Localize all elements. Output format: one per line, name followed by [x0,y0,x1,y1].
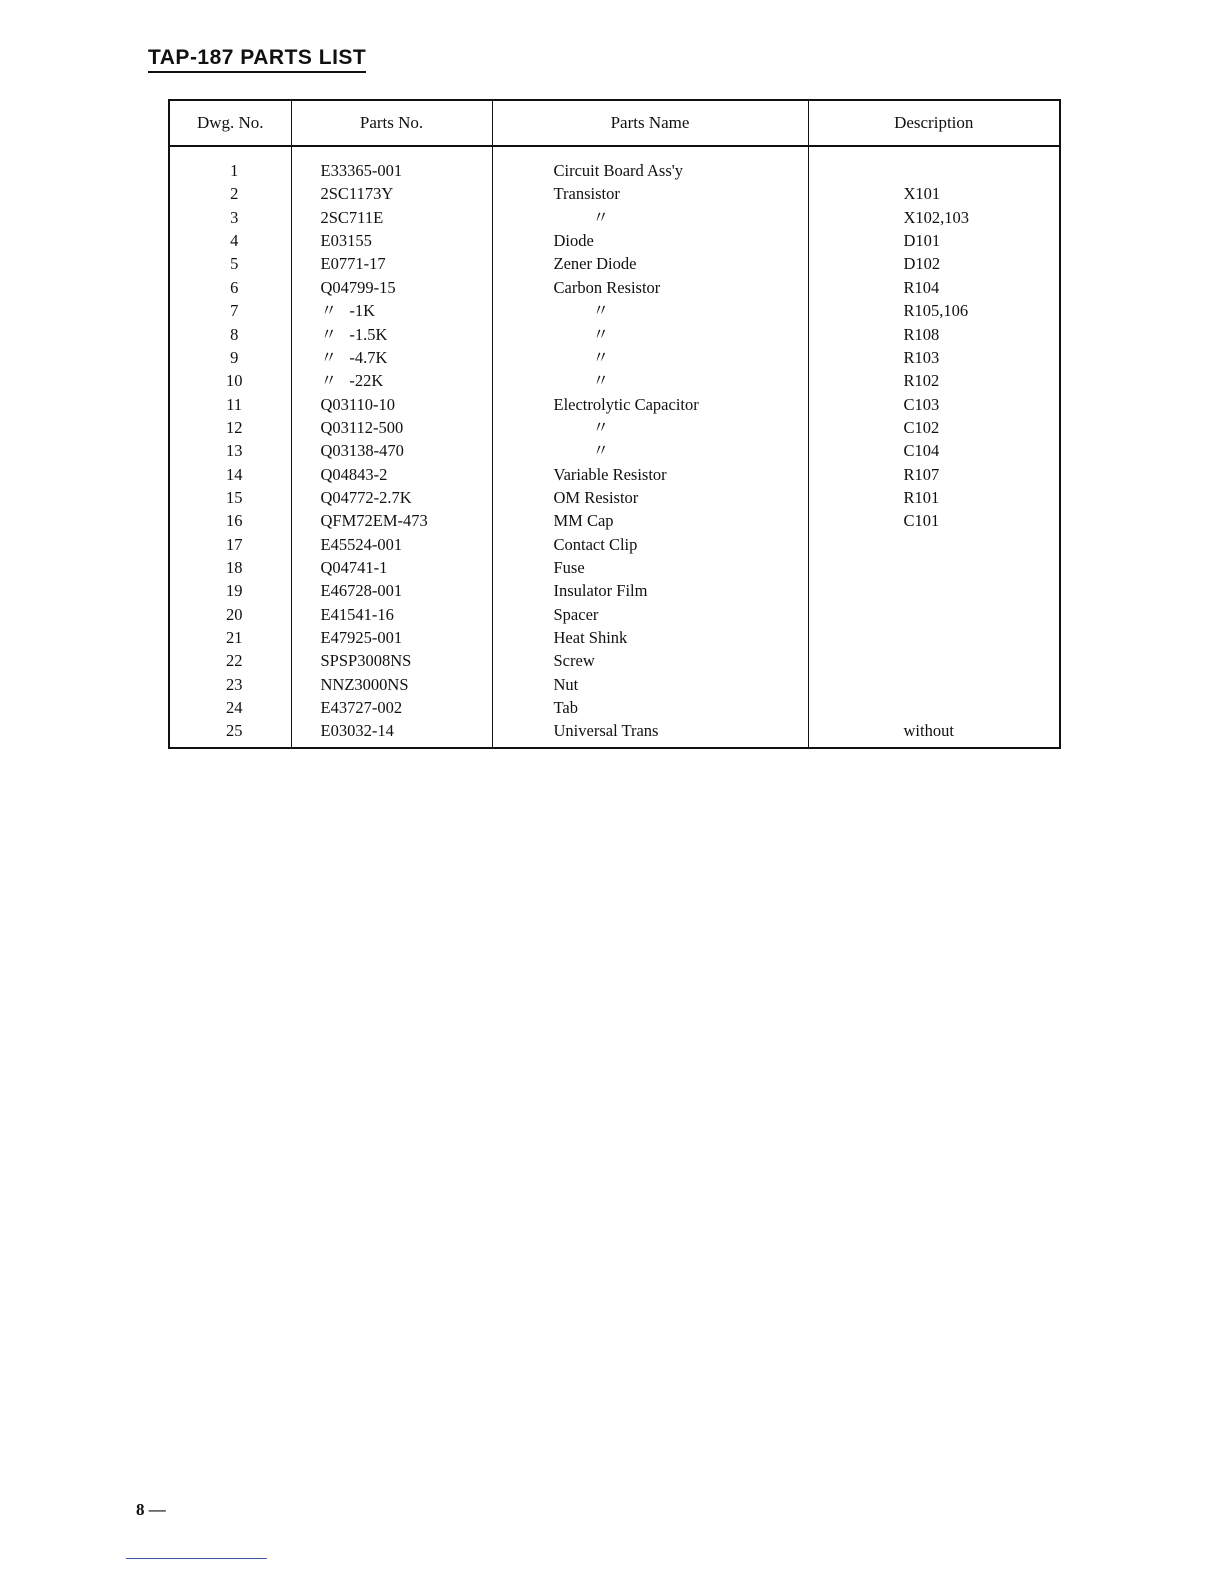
cell-description [808,673,1060,696]
cell-dwg-no: 14 [169,463,291,486]
table-row [169,276,1060,299]
cell-dwg-no: 11 [169,393,291,416]
cell-parts-name: Transistor [492,182,808,205]
table-body [169,146,1060,748]
cell-dwg-no: 7 [169,299,291,322]
cell-dwg-no: 1 [169,146,291,182]
cell-parts-name: 〃 [492,346,808,369]
cell-parts-name: 〃 [492,206,808,229]
cell-dwg-no: 19 [169,579,291,602]
cell-description: X102,103 [808,206,1060,229]
cell-parts-name: Contact Clip [492,533,808,556]
cell-parts-name: 〃 [492,369,808,392]
cell-dwg-no: 18 [169,556,291,579]
table-row [169,369,1060,392]
cell-description [808,146,1060,182]
cell-parts-no: Q04843-2 [291,463,492,486]
table-row [169,719,1060,748]
cell-parts-no: QFM72EM-473 [291,509,492,532]
cell-description [808,696,1060,719]
table-row [169,533,1060,556]
cell-dwg-no: 5 [169,252,291,275]
header-dwg-no: Dwg. No. [169,100,291,146]
cell-parts-name: Spacer [492,603,808,626]
cell-parts-no: 〃 -1.5K [291,323,492,346]
cell-description: R107 [808,463,1060,486]
table-row [169,486,1060,509]
cell-dwg-no: 17 [169,533,291,556]
cell-parts-name: Screw [492,649,808,672]
table-row [169,346,1060,369]
cell-parts-no: E41541-16 [291,603,492,626]
cell-description: C102 [808,416,1060,439]
cell-parts-name: OM Resistor [492,486,808,509]
table-row [169,509,1060,532]
cell-description [808,626,1060,649]
cell-description: R104 [808,276,1060,299]
cell-parts-name: Universal Trans [492,719,808,748]
cell-parts-name: 〃 [492,416,808,439]
cell-dwg-no: 6 [169,276,291,299]
header-description: Description [808,100,1060,146]
cell-description [808,533,1060,556]
cell-parts-name: Fuse [492,556,808,579]
table-row [169,673,1060,696]
cell-parts-no: Q04799-15 [291,276,492,299]
cell-parts-no: E03155 [291,229,492,252]
table-row [169,579,1060,602]
table-row [169,626,1060,649]
cell-parts-name: Insulator Film [492,579,808,602]
header-parts-no: Parts No. [291,100,492,146]
cell-dwg-no: 16 [169,509,291,532]
cell-dwg-no: 12 [169,416,291,439]
cell-dwg-no: 23 [169,673,291,696]
cell-dwg-no: 3 [169,206,291,229]
cell-parts-no: 〃 -22K [291,369,492,392]
cell-dwg-no: 24 [169,696,291,719]
cell-description: R103 [808,346,1060,369]
cell-parts-no: E03032-14 [291,719,492,748]
table-row [169,649,1060,672]
cell-parts-name: Electrolytic Capacitor [492,393,808,416]
cell-dwg-no: 8 [169,323,291,346]
cell-parts-no: 2SC1173Y [291,182,492,205]
cell-dwg-no: 4 [169,229,291,252]
cell-description [808,649,1060,672]
table-row [169,323,1060,346]
cell-parts-no: 〃 -4.7K [291,346,492,369]
page-number: 8 — [136,1500,166,1519]
page-title: TAP-187 PARTS LIST [148,46,366,73]
cell-parts-no: E43727-002 [291,696,492,719]
table-row [169,416,1060,439]
cell-description: C101 [808,509,1060,532]
table-row [169,299,1060,322]
cell-dwg-no: 21 [169,626,291,649]
cell-parts-no: Q04741-1 [291,556,492,579]
table-row [169,146,1060,182]
cell-dwg-no: 2 [169,182,291,205]
cell-parts-no: Q04772-2.7K [291,486,492,509]
cell-parts-name: 〃 [492,439,808,462]
cell-dwg-no: 22 [169,649,291,672]
cell-parts-no: 〃 -1K [291,299,492,322]
cell-parts-name: 〃 [492,299,808,322]
cell-description: R102 [808,369,1060,392]
cell-parts-name: Heat Shink [492,626,808,649]
table-row [169,556,1060,579]
header-parts-name: Parts Name [492,100,808,146]
cell-description: C103 [808,393,1060,416]
cell-parts-name: Zener Diode [492,252,808,275]
footer-rule [126,1558,267,1559]
cell-parts-no: E47925-001 [291,626,492,649]
cell-description: R101 [808,486,1060,509]
cell-description [808,603,1060,626]
table-row [169,439,1060,462]
cell-dwg-no: 10 [169,369,291,392]
cell-parts-no: SPSP3008NS [291,649,492,672]
cell-parts-no: 2SC711E [291,206,492,229]
cell-dwg-no: 15 [169,486,291,509]
cell-description: D102 [808,252,1060,275]
cell-parts-no: E33365-001 [291,146,492,182]
cell-parts-no: Q03138-470 [291,439,492,462]
cell-parts-name: MM Cap [492,509,808,532]
cell-description: R108 [808,323,1060,346]
cell-parts-no: NNZ3000NS [291,673,492,696]
table-row [169,463,1060,486]
cell-parts-name: 〃 [492,323,808,346]
cell-parts-no: E46728-001 [291,579,492,602]
cell-description [808,556,1060,579]
table-header-row [169,100,1060,146]
table-row [169,182,1060,205]
cell-description: C104 [808,439,1060,462]
cell-parts-no: E45524-001 [291,533,492,556]
table-row [169,603,1060,626]
table-row [169,696,1060,719]
cell-dwg-no: 25 [169,719,291,748]
parts-list-table [168,99,1061,749]
cell-parts-no: E0771-17 [291,252,492,275]
table-row [169,252,1060,275]
cell-description: R105,106 [808,299,1060,322]
table-row [169,393,1060,416]
cell-description: X101 [808,182,1060,205]
cell-parts-name: Nut [492,673,808,696]
cell-parts-name: Diode [492,229,808,252]
cell-parts-name: Circuit Board Ass'y [492,146,808,182]
cell-parts-name: Variable Resistor [492,463,808,486]
cell-dwg-no: 20 [169,603,291,626]
cell-parts-no: Q03110-10 [291,393,492,416]
cell-parts-no: Q03112-500 [291,416,492,439]
cell-parts-name: Carbon Resistor [492,276,808,299]
cell-dwg-no: 13 [169,439,291,462]
cell-description: D101 [808,229,1060,252]
table-row [169,229,1060,252]
cell-parts-name: Tab [492,696,808,719]
cell-dwg-no: 9 [169,346,291,369]
cell-description: without [808,719,1060,748]
cell-description [808,579,1060,602]
table-row [169,206,1060,229]
